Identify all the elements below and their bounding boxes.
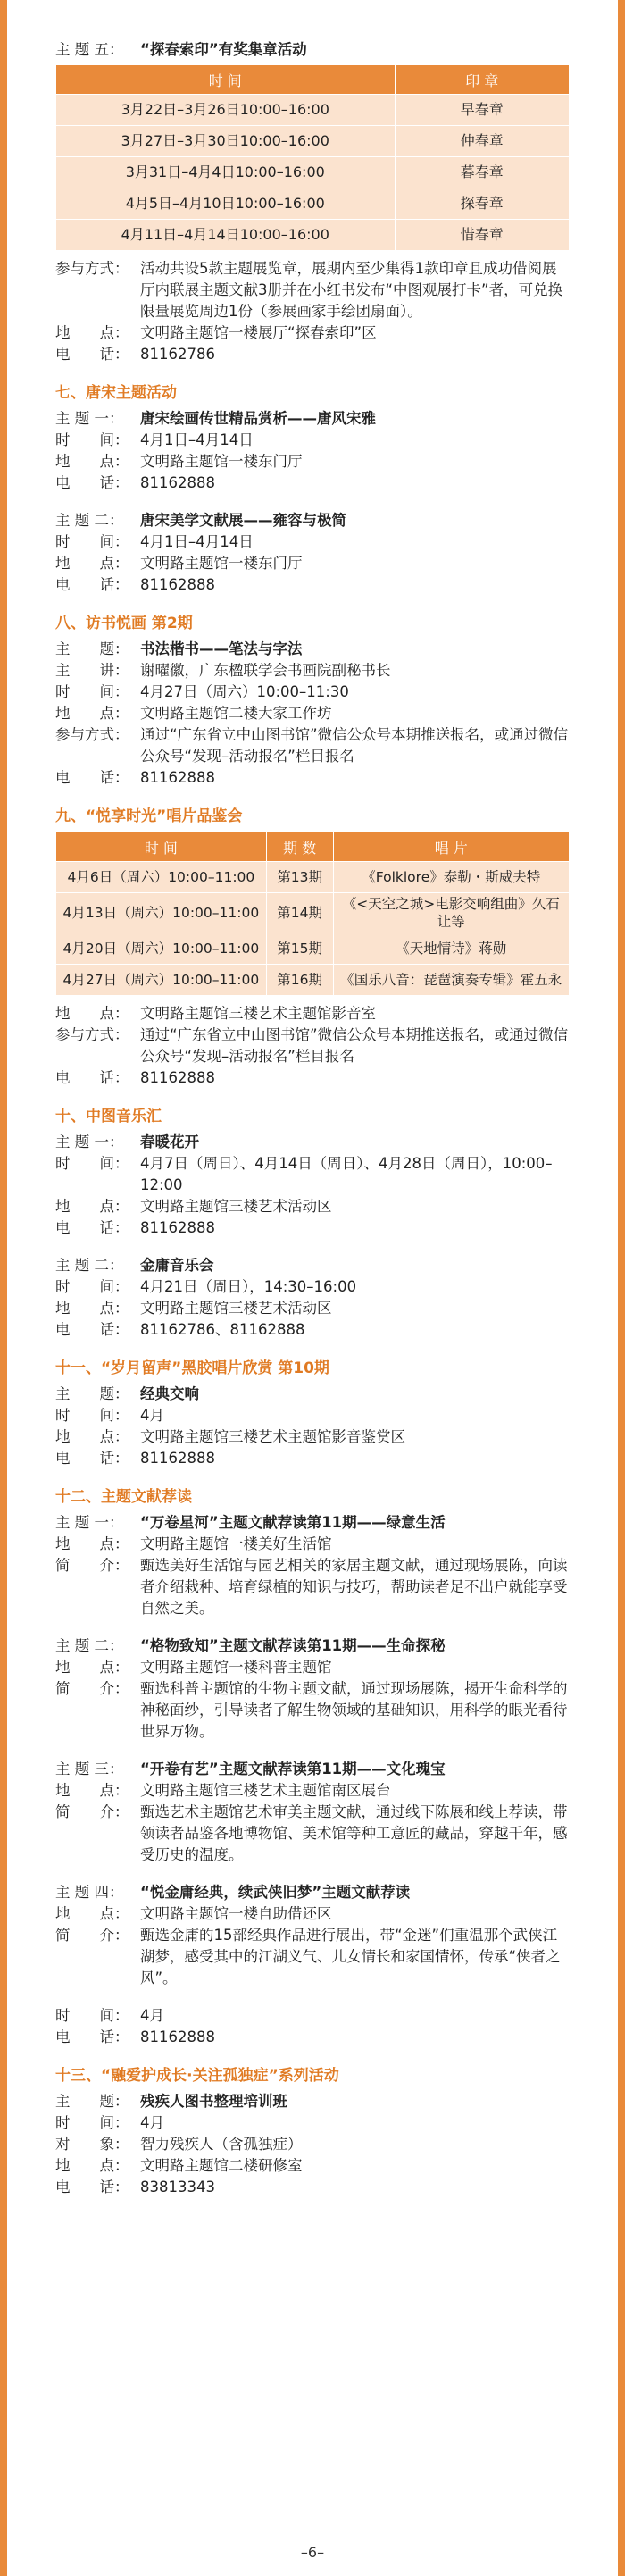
section-heading-music: 十、中图音乐汇 — [55, 1108, 162, 1125]
s12-item-4: 主 题 四： “悦金庸经典，续武侠旧梦”主题文献荐读 地 点： 文明路主题馆一楼自助借还区 简 介： 甄选金庸的15部经典作品进行展出，带“金迷”们重温那个武侠江湖梦，感受其中的江湖义气、儿女情长和家国情怀，传承“侠者之风”。 — [55, 1884, 561, 1986]
left-decor-rail — [0, 0, 7, 2576]
s10-item-1: 主 题 一： 春暖花开 时 间： 4月7日（周日）、4月14日（周日）、4月28日（周日），10:00–12:00 地 点： 文明路主题馆三楼艺术活动区 电 话： 81162888 — [55, 1133, 553, 1236]
theme5-title: “探春索印”有奖集章活动 — [140, 41, 307, 58]
s12-item-3: 主 题 三： “开卷有艺”主题文献荐读第11期——文化瑰宝 地 点： 文明路主题馆三楼艺术主题馆南区展台 简 介： 甄选艺术主题馆艺术审美主题文献，通过线下陈展和线上荐读，带领读者品鉴各地博物馆、美术馆等种工意匠的藏品，穿越千年，感受历史的温度。 — [55, 1761, 568, 1863]
table-row: 4月11日–4月14日10:00–16:00 惜春章 — [56, 220, 570, 251]
record-table: 时 间 期 数 唱 片 4月6日（周六）10:00–11:00 第13期 《Folklore》泰勒・斯威夫特 4月13日（周六）10:00–11:00 第14期 《<天空之城>电影交响组曲》久石让等 4月20日（周六）10:00–11:00 第15期 《天地情诗》蒋勋 4月27日（周六）10:00–11:00 第16期 《国乐八音：琵琶演奏专辑》霍五永 — [55, 832, 570, 996]
section-heading-record-appreciation: 九、“悦享时光”唱片品鉴会 — [55, 807, 243, 825]
s12-item-2: 主 题 二： “格物致知”主题文献荐读第11期——生命探秘 地 点： 文明路主题馆一楼科普主题馆 简 介： 甄选科普主题馆的生物主题文献，通过现场展陈，揭开生命科学的神秘面纱，引导读者了解生物领域的基础知识，用科学的眼光看待世界万物。 — [55, 1637, 568, 1740]
table-row: 4月13日（周六）10:00–11:00 第14期 《<天空之城>电影交响组曲》久石让等 — [56, 893, 570, 933]
s7-item-2: 主 题 二： 唐宋美学文献展——雍容与极简 时 间： 4月1日–4月14日 地 点： 文明路主题馆一楼东门厅 电 话： 81162888 — [55, 512, 346, 593]
table-row: 4月20日（周六）10:00–11:00 第15期 《天地情诗》蒋勋 — [56, 933, 570, 965]
stamp-table-header-time: 时 间 — [56, 65, 396, 95]
theme5-method: 活动共设5款主题展览章，展期内至少集得1款印章且成功借阅展厅内联展主题文献3册并在小红书发布“中图观展打卡”者，可兑换限量展览周边1份（参展画家手绘团扇面）。 — [140, 260, 563, 320]
section-heading-book-painting: 八、访书悦画 第2期 — [55, 615, 193, 632]
table-row: 4月27日（周六）10:00–11:00 第16期 《国乐八音：琵琶演奏专辑》霍五永 — [56, 965, 570, 996]
page-number: –6– — [300, 2544, 325, 2561]
theme5-tel-line: 电 话： 81162786 — [55, 346, 215, 363]
table-row: 3月31日–4月4日10:00–16:00 暮春章 — [56, 157, 570, 188]
table-row: 3月27日–3月30日10:00–16:00 仲春章 — [56, 126, 570, 157]
right-decor-rail — [618, 0, 625, 2576]
theme5-method-line: 参与方式： 活动共设5款主题展览章，展期内至少集得1款印章且成功借阅展厅内联展主题文献3册并在小红书发布“中图观展打卡”者，可兑换限量展览周边1份（参展画家手绘团扇面）。 — [55, 258, 570, 322]
theme5-title-line: 主 题 五： “探春索印”有奖集章活动 — [55, 39, 570, 61]
section-heading-tang-song: 七、唐宋主题活动 — [55, 384, 177, 402]
s12-item-1: 主 题 一： “万卷星河”主题文献荐读第11期——绿意生活 地 点： 文明路主题馆一楼美好生活馆 简 介： 甄选美好生活馆与园艺相关的家居主题文献，通过现场展陈，向读者介绍栽种、培育绿植的知识与技巧，帮助读者足不出户就能享受自然之美。 — [55, 1514, 568, 1617]
s7-item-1: 主 题 一： 唐宋绘画传世精品赏析——唐风宋雅 时 间： 4月1日–4月14日 地 点： 文明路主题馆一楼东门厅 电 话： 81162888 — [55, 410, 376, 491]
content: 主 题 五： “探春索印”有奖集章活动 时 间 印 章 3月22日–3月26日10:00–16:00 早春章 3月27日–3月30日10:00–16:00 仲春章 3月31日–4月4日10:00–16:00 暮春章 4月5日–4月10日10:00–16:00 探春章 4月11日–4月14日10:00–16:00 惜春章 参与方式： 活动共设5款主题展览章，展期内至少集得1款印章且成功借阅展厅内联展主题文献3册并在小红书发布“中图观展打卡”者，可兑换限量展览周边1份（参展画家手绘团扇面）。 地 点： 文明路主题馆一楼展厅“探春索印”区 电 话： 81162786 七、唐宋主题活动 主 题 一： 唐宋绘画传世精品赏析——唐风宋雅 时 间： 4月1日–4月14日 地 点： 文明路主题馆一楼东门厅 电 话： 81162888 主 题 二： 唐宋美学文献展——雍容与极简 时 间： 4月1日–4月14日 地 点： 文明路主题馆一楼东门厅 电 话： 81162888 八、访书悦画 第2期 主 题： 书法楷书——笔法与字法 主 讲： 谢曜徽，广东楹联学会书画院副秘书长 时 间： 4月27日（周六）10:00–11:30 地 点： 文明路主题馆二楼大家工作坊 参与方式： 通过“广东省立中山图书馆”微信公众号本期推送报名，或通过微信公众号“发现–活动报名”栏目报名 电 话： 81162888 九、“悦享时光”唱片品鉴会 时 间 期 数 唱 片 4月6日（周六）10:00–11:00 第13期 《Folklore》泰勒・斯威夫特 4月13日（周六）10:00–11:00 第14期 《<天空之城>电影交响组曲》久石让等 4月20日（周六）10:00–11:00 第15期 《天地情诗》蒋勋 4月27日（周六）10:00–11:00 第16期 《国乐八音：琵琶演奏专辑》霍五永 地 点： 文明路主题馆三楼艺术主题馆影音室 参与方式： 通过“广东省立中山图书馆”微信公众号本期推送报名，或通过微信公众号“发现–活动报名”栏目报名 电 话： 81162888 十、中图音乐汇 主 题 一： 春暖花开 时 间： 4月7日（周日）、4月14日（周日）、4月28日（周日），10:00–12:00 地 点： 文明路主题馆三楼艺术活动区 电 话： 81162888 主 题 二： 金庸音乐会 时 间： 4月21日（周日），14:30–16:00 地 点： 文明路主题馆三楼艺术活动区 电 话： 81162786、81162888 十一、“岁月留声”黑胶唱片欣赏 第10期 主 题： 经典交响 时 间： 4月 地 点： 文明路主题馆三楼艺术主题馆影音鉴赏区 电 话： 81162888 十二、主题文献荐读 主 题 一： “万卷星河”主题文献荐读第11期——绿意生活 地 点： 文明路主题馆一楼美好生活馆 简 介： 甄选美好生活馆与园艺相关的家居主题文献，通过现场展陈，向读者介绍栽种、培育绿植的知识与技巧，帮助读者足不出户就能享受自然之美。 主 题 二： “格物致知”主题文献荐读第11期——生命探秘 地 点： 文明路主题馆一楼科普主题馆 简 介： 甄选科普主题馆的生物主题文献，通过现场展陈，揭开生命科学的神秘面纱，引导读者了解生物领域的基础知识，用科学的眼光看待世界万物。 主 题 三： “开卷有艺”主题文献荐读第11期——文化瑰宝 地 点： 文明路主题馆三楼艺术主题馆南区展台 简 介： 甄选艺术主题馆艺术审美主题文献，通过线下陈展和线上荐读，带领读者品鉴各地博物馆、美术馆等种工意匠的藏品，穿越千年，感受历史的温度。 主 题 四： “悦金庸经典，续武侠旧梦”主题文献荐读 地 点： 文明路主题馆一楼自助借还区 简 介： 甄选金庸的15部经典作品进行展出，带“金迷”们重温那个武侠江湖梦，感受其中的江湖义气、儿女情长和家国情怀，传承“侠者之风”。 时 间： 4月 电 话： 81162888 十三、“融爱护成长·关注孤独症”系列活动 主 题： 残疾人图书整理培训班 时 间： 4月 对 象： 智力残疾人（含孤独症） 地 点： 文明路主题馆二楼研修室 电 话： 83813343 — [55, 41, 569, 2195]
section-heading-vinyl: 十一、“岁月留声”黑胶唱片欣赏 第10期 — [55, 1359, 329, 1377]
stamp-table-header-stamp: 印 章 — [395, 65, 570, 95]
table-row: 3月22日–3月26日10:00–16:00 早春章 — [56, 95, 570, 126]
table-row: 4月5日–4月10日10:00–16:00 探春章 — [56, 188, 570, 220]
theme5-addr-line: 地 点： 文明路主题馆一楼展厅“探春索印”区 — [55, 324, 377, 341]
stamp-table — [55, 64, 570, 251]
table-row: 4月6日（周六）10:00–11:00 第13期 《Folklore》泰勒・斯威夫特 — [56, 862, 570, 893]
section-heading-autism: 十三、“融爱护成长·关注孤独症”系列活动 — [55, 2067, 339, 2085]
s10-item-2: 主 题 二： 金庸音乐会 时 间： 4月21日（周日），14:30–16:00 地 点： 文明路主题馆三楼艺术活动区 电 话： 81162786、81162888 — [55, 1257, 357, 1338]
section-heading-reading: 十二、主题文献荐读 — [55, 1488, 192, 1506]
